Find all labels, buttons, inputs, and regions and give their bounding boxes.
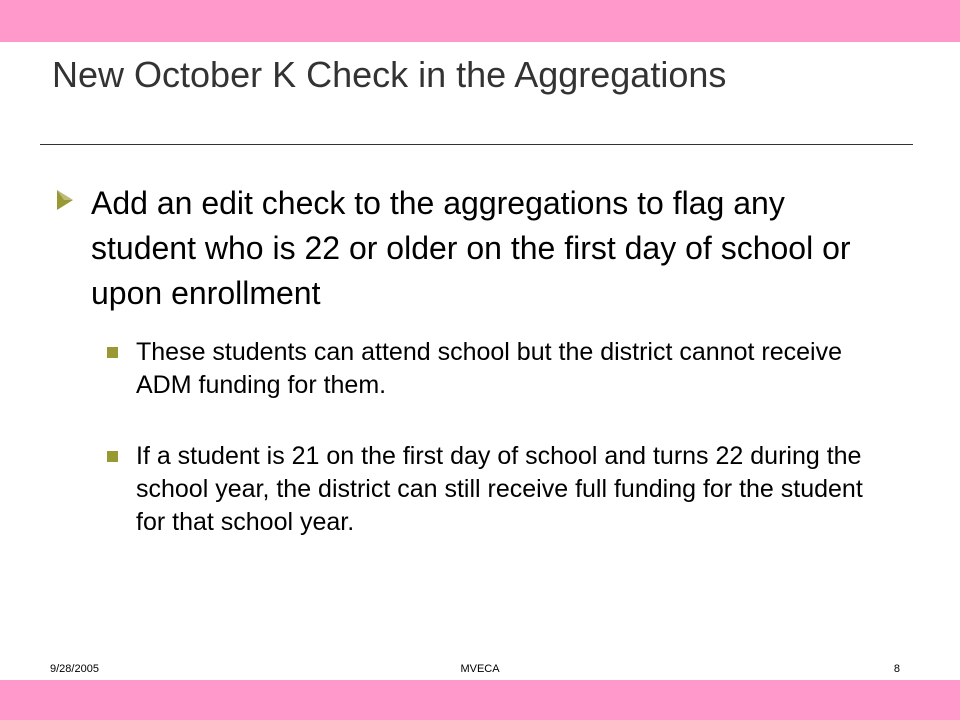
sub-bullet-text: These students can attend school but the district cannot receive ADM funding for them.: [136, 338, 842, 399]
main-bullet-text: Add an edit check to the aggregations to flag any student who is 22 or older on the first day of school or upon enrollment: [91, 185, 851, 311]
top-pink-band: [0, 0, 960, 42]
slide-number: 8: [893, 663, 900, 675]
square-icon: [107, 345, 118, 356]
sub-bullet-text: If a student is 21 on the first day of school and turns 22 during the school year, the district can still receive full funding for the student for that school year.: [136, 442, 863, 536]
bottom-pink-band: [0, 680, 960, 720]
footer-organization: MVECA: [460, 663, 500, 675]
title-divider: [40, 144, 913, 145]
arrowhead-icon: [54, 181, 84, 226]
slide-title: New October K Check in the Aggregations: [52, 54, 727, 95]
footer-date: 9/28/2005: [50, 663, 99, 675]
square-icon: [107, 449, 118, 460]
